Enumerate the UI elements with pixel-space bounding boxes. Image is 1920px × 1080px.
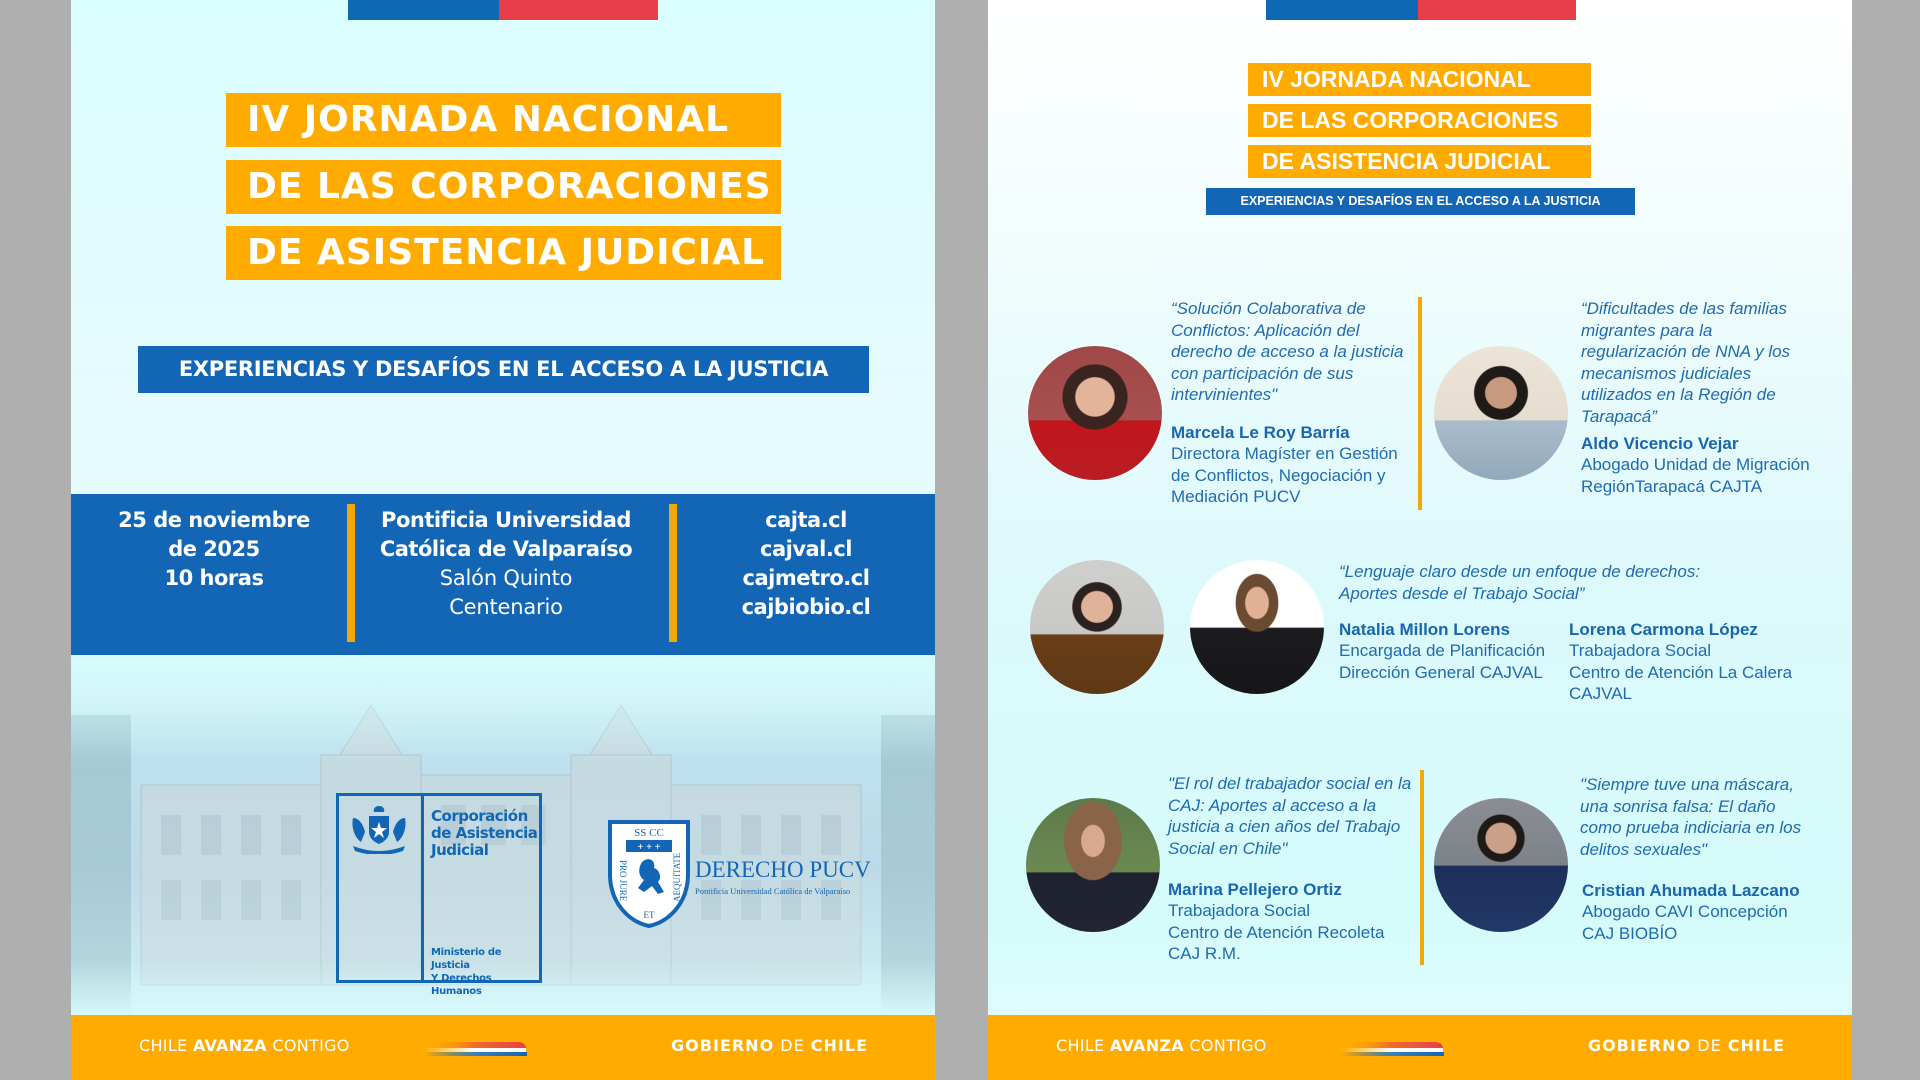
speaker-role: Abogado CAVI Concepción CAJ BIOBÍO	[1582, 902, 1788, 943]
svg-text:AEQUITATE: AEQUITATE	[672, 852, 682, 902]
info-divider	[669, 504, 677, 642]
chile-flag-stripe	[1266, 0, 1576, 20]
event-title-line-3: DE ASISTENCIA JUDICIAL	[226, 226, 781, 280]
speaker-quote: “Dificultades de las familias migrantes para la regularización de NNA y los mecanismos judiciales utilizados en la Región de Tarapacá”	[1581, 299, 1791, 426]
event-title-line-1: IV JORNADA NACIONAL	[1248, 63, 1591, 96]
svg-text:ET: ET	[643, 910, 655, 920]
info-divider	[347, 504, 355, 642]
chile-coat-of-arms-icon	[347, 804, 411, 854]
pucv-university-name: Pontificia Universidad Católica de Valparaíso	[695, 886, 851, 896]
government-footer	[71, 1015, 935, 1080]
venue-line-1: Pontificia Universidad	[381, 508, 631, 532]
tricolor-swoosh-icon	[424, 1039, 529, 1059]
chile-flag-stripe	[348, 0, 658, 20]
event-title-line-2: DE LAS CORPORACIONES	[226, 160, 781, 214]
speaker-name: Lorena Carmona López	[1569, 620, 1758, 639]
speaker-photo-natalia-millon	[1030, 560, 1164, 694]
speaker-divider	[1418, 297, 1422, 510]
speaker-photo-aldo-vicencio	[1434, 346, 1568, 480]
websites-list	[677, 506, 935, 622]
event-title-line-2: DE LAS CORPORACIONES	[1248, 104, 1591, 137]
speaker-photo-marcela-le-roy	[1028, 346, 1162, 480]
venue-line-4: Centenario	[449, 595, 563, 619]
event-info-bar	[71, 494, 935, 655]
speaker-quote: "Siempre tuve una máscara, una sonrisa falsa: El daño como prueba indiciaria en los delitos sexuales"	[1580, 775, 1802, 859]
slogan-gobierno-de-chile: GOBIERNO DE CHILE	[671, 1036, 868, 1055]
svg-text:SS CC: SS CC	[634, 827, 664, 839]
event-title-line-1: IV JORNADA NACIONAL	[226, 93, 781, 147]
svg-text:+ + +: + + +	[637, 842, 661, 853]
date-line-2: de 2025	[168, 537, 260, 561]
speaker-photo-marina-pellejero	[1026, 798, 1160, 932]
slogan-chile-avanza-contigo: CHILE AVANZA CONTIGO	[139, 1036, 350, 1055]
speaker-role: Trabajadora Social Centro de Atención La Calera CAJVAL	[1569, 641, 1793, 703]
right-poster	[988, 0, 1852, 1080]
speaker-role: Directora Magíster en Gestión de Conflictos, Negociación y Mediación PUCV	[1171, 444, 1398, 506]
speaker-role: Trabajadora Social Centro de Atención Recoleta CAJ R.M.	[1168, 901, 1385, 963]
website-link[interactable]: cajval.cl	[760, 537, 852, 561]
svg-text:PRO JURE: PRO JURE	[618, 860, 628, 902]
date-line-1: 25 de noviembre	[118, 508, 310, 532]
government-footer	[988, 1015, 1852, 1080]
speaker-name: Marina Pellejero Ortiz	[1168, 880, 1342, 899]
ministry-name: Ministerio de Justicia Y Derechos Humanos	[431, 947, 502, 997]
caj-logo	[336, 793, 542, 997]
building-background	[71, 655, 935, 1015]
event-subtitle: EXPERIENCIAS Y DESAFÍOS EN EL ACCESO A LA JUSTICIA	[138, 346, 869, 393]
website-link[interactable]: cajbiobio.cl	[741, 595, 871, 619]
speaker-quote: “Solución Colaborativa de Conflictos: Aplicación del derecho de acceso a la justicia con participación de sus intervinientes"	[1171, 299, 1404, 404]
speaker-quote: "El rol del trabajador social en la CAJ: Aportes al acceso a la justicia a cien años del Trabajo Social en Chile"	[1168, 774, 1412, 858]
speaker-photo-lorena-carmona	[1190, 560, 1324, 694]
event-venue	[361, 506, 651, 622]
website-link[interactable]: cajta.cl	[765, 508, 847, 532]
time: 10 horas	[164, 566, 264, 590]
speaker-name: Marcela Le Roy Barría	[1171, 423, 1350, 442]
event-title-line-3: DE ASISTENCIA JUDICIAL	[1248, 145, 1591, 178]
slogan-gobierno-de-chile: GOBIERNO DE CHILE	[1588, 1036, 1785, 1055]
website-link[interactable]: cajmetro.cl	[742, 566, 870, 590]
speaker-photo-cristian-ahumada	[1434, 798, 1568, 932]
speaker-role: Abogado Unidad de Migración RegiónTarapacá CAJTA	[1581, 455, 1810, 496]
speaker-name: Natalia Millon Lorens	[1339, 620, 1510, 639]
event-subtitle: EXPERIENCIAS Y DESAFÍOS EN EL ACCESO A LA JUSTICIA	[1206, 188, 1635, 215]
pucv-law-shield-icon	[606, 818, 692, 928]
slogan-chile-avanza-contigo: CHILE AVANZA CONTIGO	[1056, 1036, 1267, 1055]
tricolor-swoosh-icon	[1341, 1039, 1446, 1059]
venue-line-2: Católica de Valparaíso	[379, 537, 633, 561]
pucv-law-name: DERECHO PUCV	[695, 857, 871, 882]
event-date-time	[71, 506, 357, 593]
left-poster	[71, 0, 935, 1080]
caj-name: Corporación de Asistencia Judicial	[431, 807, 538, 859]
speaker-role: Encargada de Planificación Dirección General CAJVAL	[1339, 641, 1546, 682]
venue-line-3: Salón Quinto	[439, 566, 573, 590]
speaker-name: Aldo Vicencio Vejar	[1581, 434, 1739, 453]
speaker-name: Cristian Ahumada Lazcano	[1582, 881, 1800, 900]
speaker-divider	[1420, 770, 1424, 965]
shared-speaker-quote: “Lenguaje claro desde un enfoque de derechos: Aportes desde el Trabajo Social”	[1339, 562, 1701, 603]
